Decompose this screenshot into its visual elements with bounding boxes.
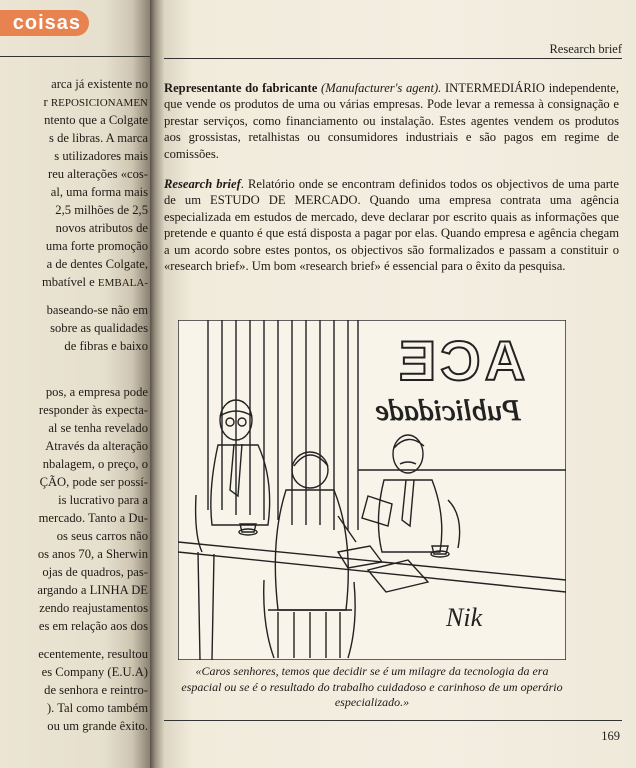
left-line-text: 2,5 milhões de 2,5 <box>55 203 148 217</box>
cartoon-caption: «Caros senhores, temos que decidir se é um milagre da tecnologia da era espacial ou se é o resultado do trabalho cuidadoso e carinhoso de um operário especializado.» <box>181 664 563 709</box>
header-rule <box>164 58 622 59</box>
left-line-text: es em relação aos dos <box>38 619 148 633</box>
page-number: 169 <box>601 729 620 743</box>
left-line-text: s utilizadores mais <box>54 149 148 163</box>
left-line-text: novos atributos de <box>55 221 148 235</box>
left-page-line <box>57 530 148 543</box>
left-line-text: ojas de quadros, pas- <box>42 565 148 579</box>
left-page-line <box>47 304 148 317</box>
left-line-text: al, uma forma mais <box>50 185 148 199</box>
left-page-line <box>44 114 148 127</box>
book-gutter <box>150 0 164 768</box>
left-page-line <box>38 648 148 661</box>
left-page-line <box>47 702 148 715</box>
left-header-rule <box>0 56 150 57</box>
left-page-line <box>58 494 148 507</box>
left-page-line <box>39 404 148 417</box>
left-line-text: s de libras. A marca <box>49 131 148 145</box>
left-line-crossref: REPOSICIONAMEN <box>50 97 148 109</box>
left-page-line <box>37 584 148 597</box>
left-page-line <box>45 440 148 453</box>
left-line-text: baseando-se não em <box>46 303 148 317</box>
left-line-text: Através da alteração <box>45 439 148 453</box>
left-line-tail: no <box>135 77 148 91</box>
left-line-text: mercado. Tanto a Du- <box>38 511 148 525</box>
left-line-text: de senhora e reintro- <box>44 683 148 697</box>
cartoon-drawing <box>178 320 566 660</box>
left-line-text: nbalagem, o preço, o <box>42 457 148 471</box>
left-page-line <box>56 222 148 235</box>
left-line-text: responder às expecta- <box>38 403 148 417</box>
left-page-line <box>42 566 148 579</box>
entry-representante <box>164 80 619 162</box>
left-page-line <box>39 512 148 525</box>
entry-crossref: ESTUDO DE MERCADO <box>210 193 358 208</box>
left-line-text: ecentemente, resultou <box>38 647 148 661</box>
left-page-line <box>49 132 148 145</box>
left-line-crossref: EMBALA- <box>97 277 148 289</box>
left-line-text: al se tenha revelado <box>48 421 148 435</box>
left-page-line <box>47 720 148 733</box>
entry-research-brief <box>164 176 619 274</box>
left-page-line <box>43 458 148 471</box>
left-line-text: argando a LINHA DE <box>37 583 148 597</box>
left-line-text: ntento que a Colgate <box>44 113 148 127</box>
left-page-line <box>46 386 148 399</box>
sign-bottom: Publicidade <box>375 394 521 427</box>
entry-body-before: . Relatório onde se encontram definidos todos os objectivos de uma parte de um <box>164 177 619 208</box>
left-line-text: de fibras e baixo <box>64 339 148 353</box>
left-line-text: ÇÃO, pode ser possí- <box>39 475 148 489</box>
cartoonist-signature: Nik <box>446 603 483 632</box>
left-page-line <box>55 204 148 217</box>
entry-term: Research brief <box>164 177 241 191</box>
left-page-line <box>43 96 148 109</box>
left-page-line <box>50 322 148 335</box>
cartoon-illustration <box>178 320 566 660</box>
left-page-line <box>47 258 148 271</box>
left-line-text: ou um grande êxito. <box>47 719 148 733</box>
left-line-text: uma forte promoção <box>45 239 148 253</box>
left-line-text: zendo reajustamentos <box>39 601 148 615</box>
left-page <box>0 0 150 768</box>
left-page-line <box>38 548 148 561</box>
left-line-text: a de dentes Colgate, <box>46 257 148 271</box>
left-page-line <box>54 150 148 163</box>
left-page-line <box>39 620 148 633</box>
right-page <box>164 0 636 768</box>
left-line-text: os seus carros não <box>56 529 148 543</box>
entry-body-after: . Quando uma empresa contrata uma agência especializada em estudos de mercado, deve declarar por escrito quais as informações que pretende e quanto é que está disposta a pagar por elas. Quando empresa e agência chegam a um acordo sobre estes pontos, os objectivos são formalizados e passam a constituir o «research brief». Um bom «research brief» é essencial para o êxito da pesquisa. <box>164 193 619 274</box>
footer-rule <box>164 720 622 721</box>
left-page-line <box>42 666 148 679</box>
left-line-text: is lucrativo para a <box>58 493 148 507</box>
left-page-line <box>44 684 148 697</box>
left-line-text: r <box>43 95 51 109</box>
left-page-line <box>42 276 148 289</box>
left-line-text: sobre as qualidades <box>50 321 148 335</box>
entry-body: independente, que vende os produtos de uma ou várias empresas. Pode levar a remessa à consignação e prestar serviços, como financiamento ou instalação. Estes agentes vendem os produtos aos grossistas, retalhistas ou consumidores industriais e são pagos em regime de comissões. <box>164 81 620 161</box>
entry-term: Representante do fabricante <box>164 81 318 95</box>
left-page-line <box>48 168 148 181</box>
left-page-line <box>48 422 148 435</box>
entry-crossref: INTERMEDIÁRIO <box>444 81 546 95</box>
left-page-line <box>40 476 148 489</box>
left-page-line <box>39 602 148 615</box>
left-line-text: ). Tal como também <box>46 701 148 715</box>
left-line-text: arca já existente <box>51 77 136 91</box>
left-line-text: os anos 70, a Sherwin <box>37 547 148 561</box>
left-page-line <box>51 78 148 91</box>
left-page-line <box>64 340 148 353</box>
section-logo: coisas <box>0 10 89 36</box>
sign-top: ACE <box>394 329 526 392</box>
left-page-line <box>46 240 148 253</box>
running-head: Research brief <box>549 42 622 56</box>
entry-gloss: (Manufacturer's agent). <box>321 81 442 95</box>
left-line-text: es Company (E.U.A) <box>41 665 148 679</box>
left-line-text: reu alterações «cos- <box>48 167 148 181</box>
left-line-text: mbatível e <box>41 275 98 289</box>
left-page-line <box>51 186 148 199</box>
left-line-text: pos, a empresa pode <box>45 385 148 399</box>
